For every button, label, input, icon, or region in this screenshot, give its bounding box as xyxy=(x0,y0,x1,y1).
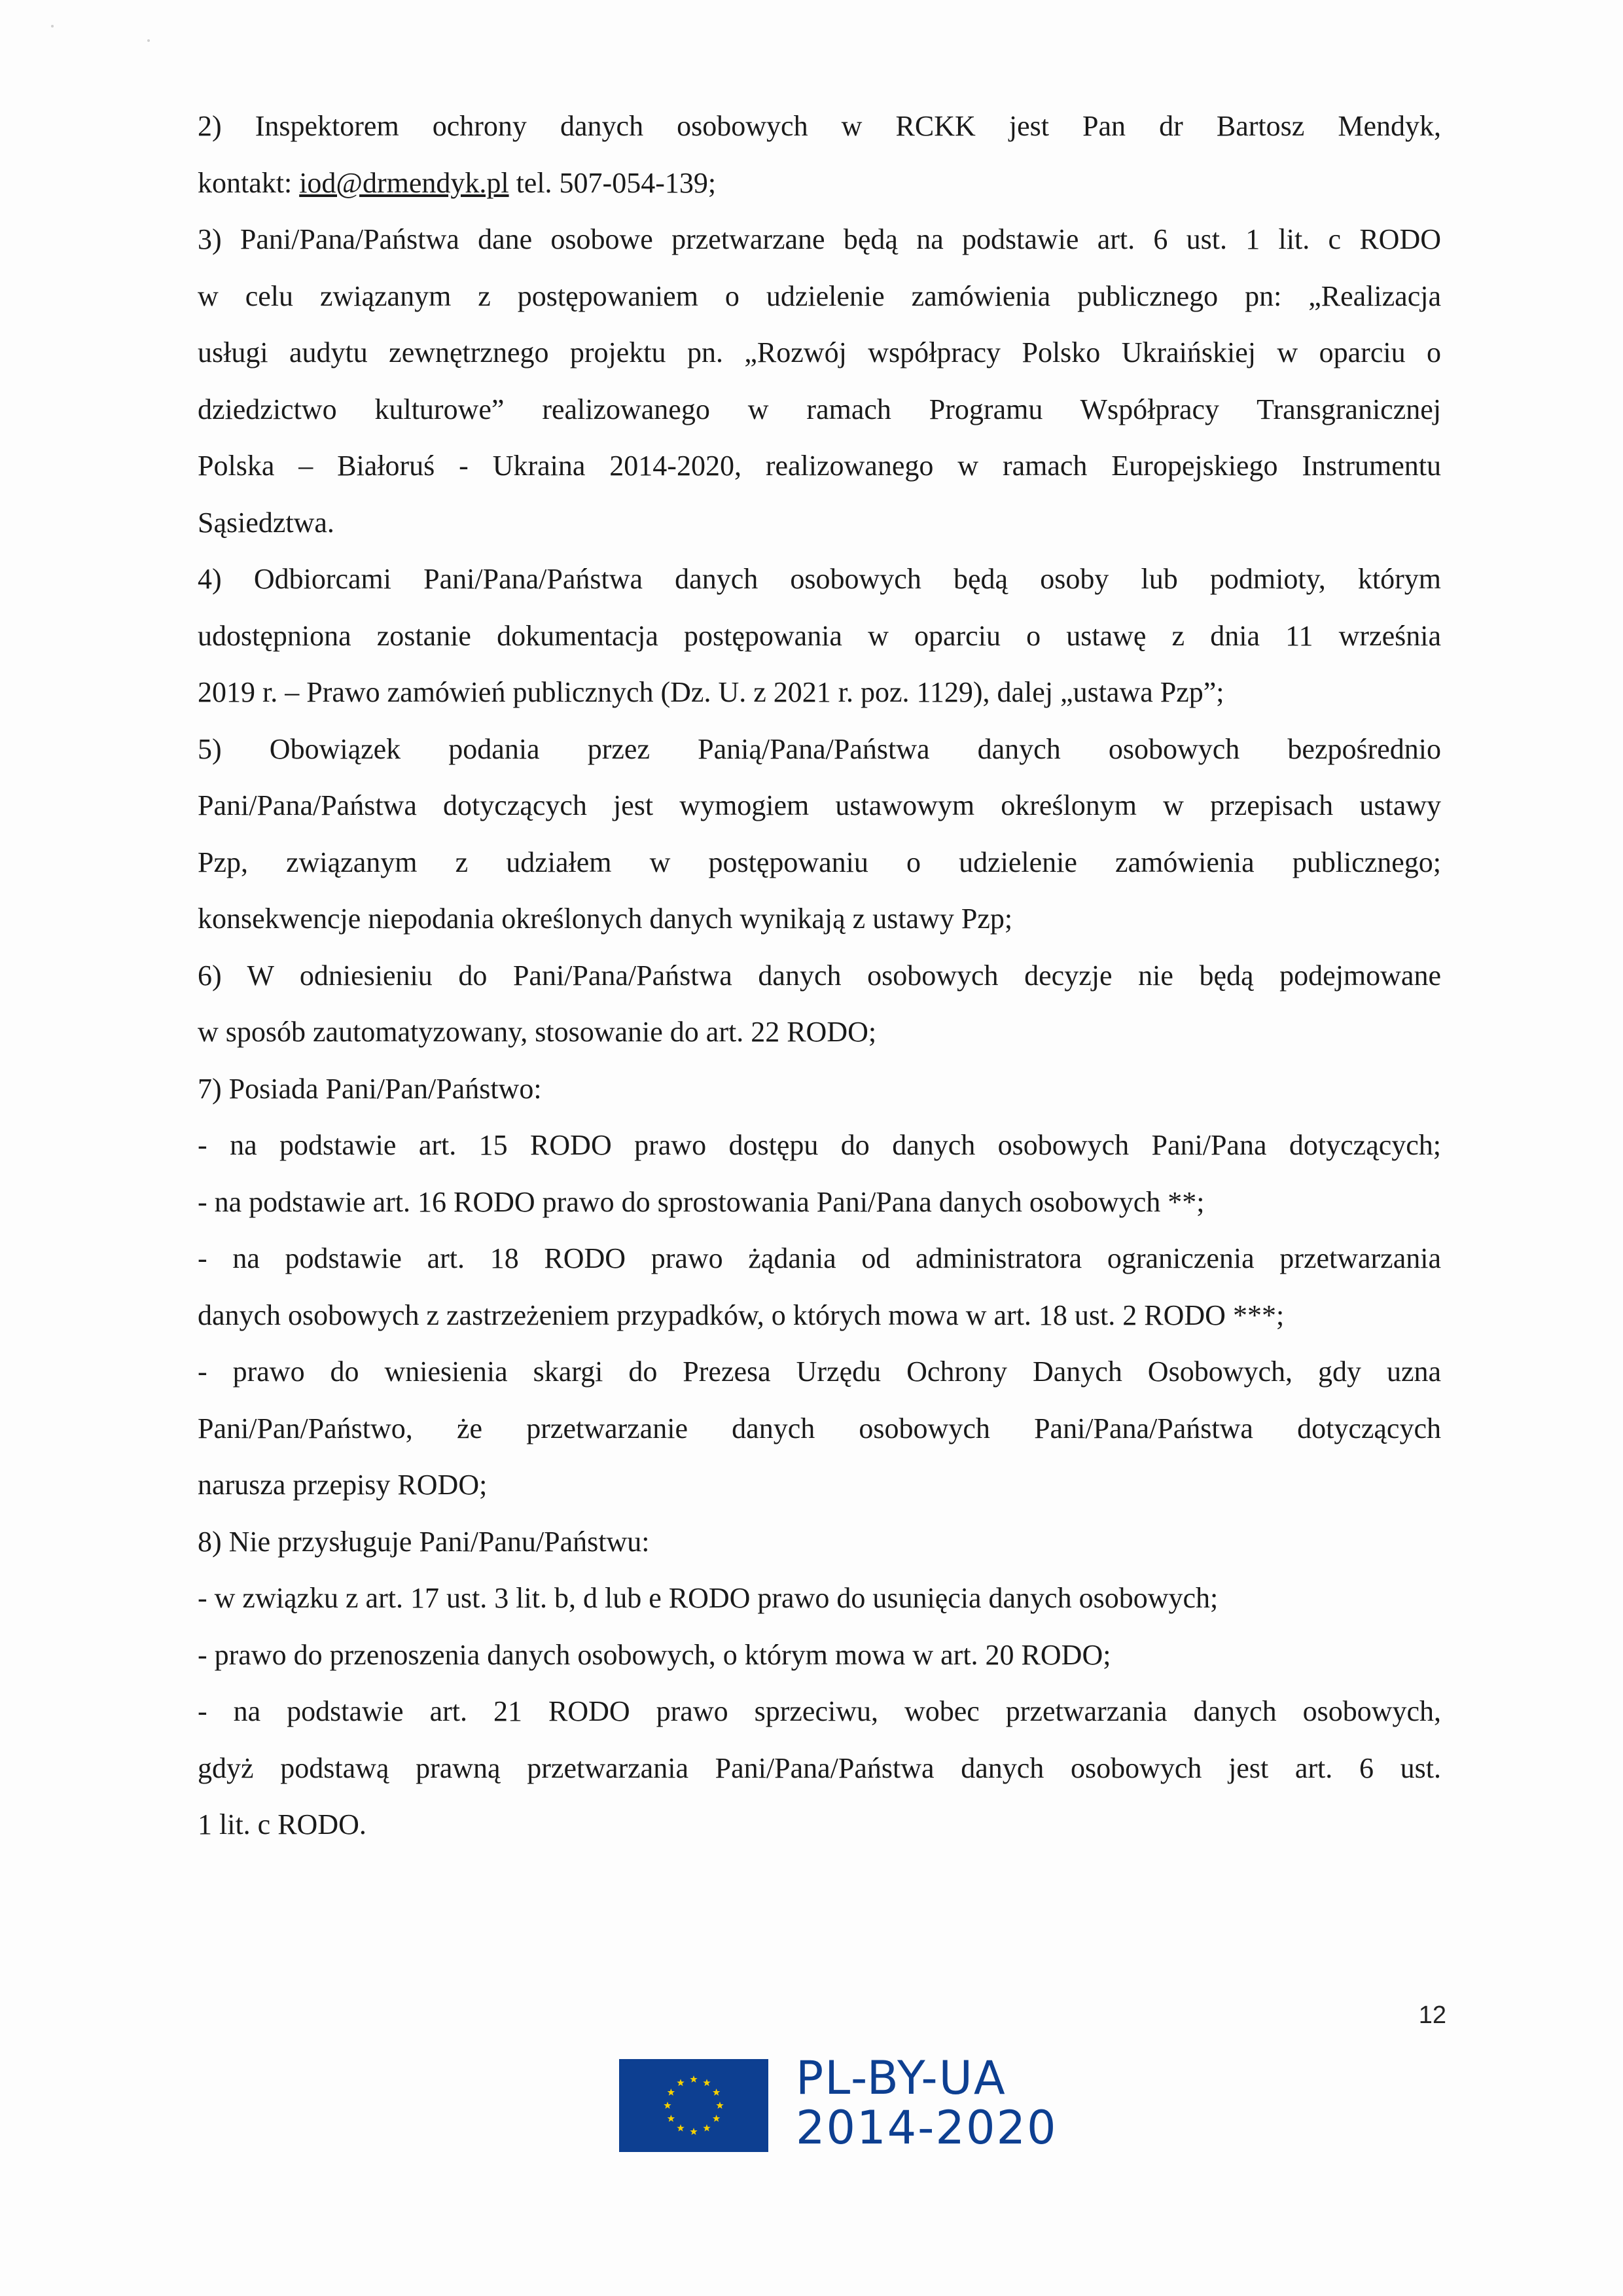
scan-speck xyxy=(51,25,54,27)
page-number: 12 xyxy=(1418,2001,1446,2029)
eu-star-icon xyxy=(664,2102,671,2109)
document-body xyxy=(198,98,1441,1854)
text-line: 2019 r. – Prawo zamówień publicznych (Dz. U. z 2021 r. poz. 1129), dalej „ustawa Pzp”; xyxy=(198,676,1224,708)
program-logo xyxy=(619,2051,1058,2155)
text-line: udostępniona zostanie dokumentacja postępowania w oparciu o ustawę z dnia 11 września xyxy=(198,619,1441,652)
text-line xyxy=(198,155,1441,212)
eu-star-icon xyxy=(713,2115,720,2122)
text-line: 7) Posiada Pani/Pan/Państwo: xyxy=(198,1072,542,1105)
text-line: - na podstawie art. 16 RODO prawo do sprostowania Pani/Pana danych osobowych **; xyxy=(198,1185,1205,1218)
eu-star-icon xyxy=(668,2089,675,2096)
logo-years: 2014-2020 xyxy=(796,2101,1058,2155)
eu-star-icon xyxy=(716,2102,723,2109)
text-line: Polska – Białoruś - Ukraina 2014-2020, realizowanego w ramach Europejskiego Instrumentu xyxy=(198,450,1441,482)
eu-star-icon xyxy=(703,2125,710,2132)
eu-star-icon xyxy=(690,2128,697,2135)
eu-star-icon xyxy=(668,2115,675,2122)
text-line: Pani/Pana/Państwa dotyczących jest wymogiem ustawowym określonym w przepisach ustawy xyxy=(198,789,1441,821)
text-line: usługi audytu zewnętrznego projektu pn. „Rozwój współpracy Polsko Ukraińskiej w oparciu o xyxy=(198,336,1441,368)
text-line: - na podstawie art. 18 RODO prawo żądania od administratora ograniczenia przetwarzania xyxy=(198,1242,1441,1274)
email-link[interactable]: iod@drmendyk.pl xyxy=(299,166,509,199)
paragraph xyxy=(198,211,1441,551)
text-line: - na podstawie art. 21 RODO prawo sprzeciwu, wobec przetwarzania danych osobowych, xyxy=(198,1695,1441,1727)
text-line: Pzp, związanym z udziałem w postępowaniu o udzielenie zamówienia publicznego; xyxy=(198,846,1441,878)
text-line: 6) W odniesieniu do Pani/Pana/Państwa danych osobowych decyzje nie będą podejmowane xyxy=(198,959,1441,992)
eu-flag-icon xyxy=(619,2059,768,2152)
text-line: 2) Inspektorem ochrony danych osobowych w RCKK jest Pan dr Bartosz Mendyk, xyxy=(198,110,1441,142)
text-line: 8) Nie przysługuje Pani/Panu/Państwu: xyxy=(198,1525,650,1558)
eu-stars-icon xyxy=(619,2059,768,2152)
paragraph xyxy=(198,551,1441,721)
text-line: narusza przepisy RODO; xyxy=(198,1469,488,1501)
text-line: 3) Pani/Pana/Państwa dane osobowe przetwarzane będą na podstawie art. 6 ust. 1 lit. c RODO xyxy=(198,223,1441,255)
eu-star-icon xyxy=(690,2075,697,2083)
text-line: - prawo do przenoszenia danych osobowych, o którym mowa w art. 20 RODO; xyxy=(198,1638,1111,1671)
text-line: danych osobowych z zastrzeżeniem przypadków, o których mowa w art. 18 ust. 2 RODO ***; xyxy=(198,1299,1285,1331)
paragraph xyxy=(198,98,1441,211)
paragraph xyxy=(198,948,1441,1061)
paragraph xyxy=(198,1514,1441,1854)
text-line: 4) Odbiorcami Pani/Pana/Państwa danych osobowych będą osoby lub podmioty, którym xyxy=(198,563,1441,595)
contact-label: kontakt: xyxy=(198,166,300,199)
text-line: Sąsiedztwa. xyxy=(198,506,334,539)
scan-speck xyxy=(147,39,150,42)
text-line: 5) Obowiązek podania przez Panią/Pana/Państwa danych osobowych bezpośrednio xyxy=(198,732,1441,765)
paragraph xyxy=(198,1061,1441,1514)
text-line: dziedzictwo kulturowe” realizowanego w ramach Programu Współpracy Transgranicznej xyxy=(198,393,1441,425)
text-line: Pani/Pan/Państwo, że przetwarzanie danych osobowych Pani/Pana/Państwa dotyczących xyxy=(198,1412,1441,1444)
text-line: gdyż podstawą prawną przetwarzania Pani/Pana/Państwa danych osobowych jest art. 6 ust. xyxy=(198,1751,1441,1784)
phone-text: tel. 507-054-139; xyxy=(508,166,717,199)
text-line: - prawo do wniesienia skargi do Prezesa Urzędu Ochrony Danych Osobowych, gdy uzna xyxy=(198,1355,1441,1388)
eu-star-icon xyxy=(713,2089,720,2096)
text-line: - na podstawie art. 15 RODO prawo dostępu do danych osobowych Pani/Pana dotyczących; xyxy=(198,1129,1441,1161)
eu-star-icon xyxy=(677,2079,684,2086)
text-line: - w związku z art. 17 ust. 3 lit. b, d lub e RODO prawo do usunięcia danych osobowych; xyxy=(198,1582,1219,1614)
text-line: w celu związanym z postępowaniem o udzielenie zamówienia publicznego pn: „Realizacja xyxy=(198,279,1441,312)
eu-star-icon xyxy=(703,2079,710,2086)
text-line: w sposób zautomatyzowany, stosowanie do art. 22 RODO; xyxy=(198,1016,877,1048)
eu-star-icon xyxy=(677,2125,684,2132)
paragraph xyxy=(198,721,1441,948)
text-line: 1 lit. c RODO. xyxy=(198,1808,366,1840)
logo-title: PL-BY-UA xyxy=(796,2051,1007,2105)
text-line: konsekwencje niepodania określonych danych wynikają z ustawy Pzp; xyxy=(198,903,1013,935)
